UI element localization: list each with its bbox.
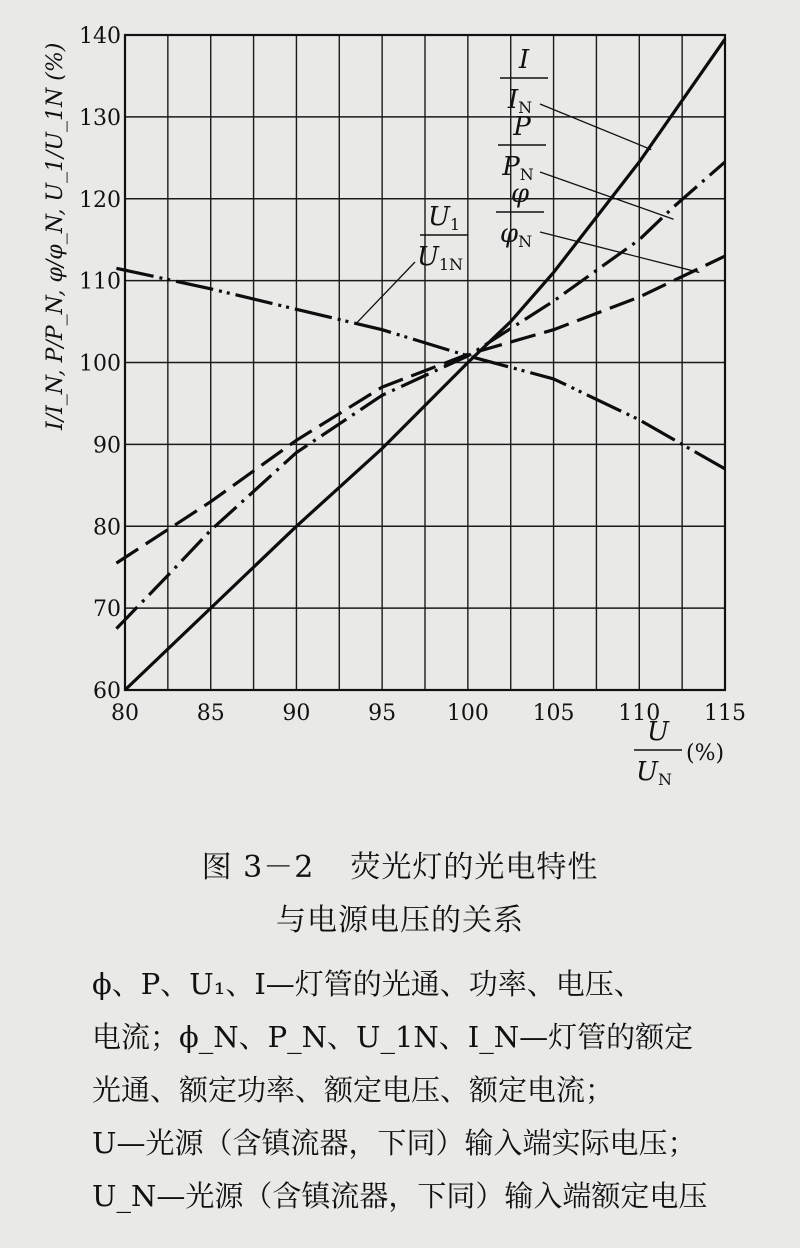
x-tick-label: 105	[532, 701, 575, 726]
x-tick-label: 95	[368, 701, 397, 726]
figure-notes	[92, 958, 772, 1223]
x-tick-label: 115	[704, 701, 746, 726]
x-tick-label: 110	[618, 701, 661, 726]
x-label-denominator: UN	[636, 757, 672, 789]
figure-title-line1: 荧光灯的光电特性	[350, 850, 599, 885]
leader-line	[540, 104, 651, 150]
leader-line	[356, 262, 415, 323]
note-line-5: U_N—光源（含镇流器，下同）输入端额定电压	[92, 1179, 708, 1213]
y-tick-label: 70	[93, 597, 121, 623]
note-line-3: 光通、额定功率、额定电压、额定电流；	[92, 1073, 615, 1107]
figure-caption-line2	[0, 895, 800, 939]
note-line-2: 电流；ϕ_N、P_N、U_1N、I_N—灯管的额定	[92, 1020, 694, 1054]
label-p-ratio	[498, 112, 546, 184]
leader-line	[540, 172, 674, 219]
y-tick-label: 110	[79, 269, 121, 295]
y-tick-label: 60	[93, 679, 121, 704]
y-tick-label: 100	[79, 351, 121, 377]
note-line-1: ϕ、P、U₁、I—灯管的光通、功率、电压、	[92, 967, 643, 1001]
x-label-numerator: U	[647, 717, 669, 747]
label-numerator: U1	[427, 202, 461, 234]
x-tick-label: 80	[111, 701, 139, 726]
y-tick-label: 90	[93, 433, 121, 459]
x-label-unit: (%)	[686, 741, 725, 766]
curve-p-ratio	[116, 162, 725, 629]
y-tick-label: 140	[79, 24, 121, 49]
x-tick-label: 100	[446, 701, 489, 726]
leader-line	[540, 232, 699, 272]
x-tick-label: 85	[196, 701, 225, 726]
figure-number: 图 3－2	[201, 850, 315, 885]
y-axis-label	[43, 43, 68, 431]
y-tick-label: 80	[93, 515, 121, 541]
label-denominator: U1N	[416, 242, 464, 274]
x-tick-label: 90	[282, 701, 311, 726]
curve-labels	[417, 45, 548, 274]
label-denominator: φN	[499, 219, 533, 251]
y-tick-label: 130	[79, 105, 121, 131]
label-numerator: P	[513, 112, 531, 142]
figure-title-line2: 与电源电压的关系	[276, 903, 524, 938]
label-i-ratio	[500, 45, 548, 117]
label-numerator: φ	[510, 179, 530, 209]
note-line-4: U—光源（含镇流器，下同）输入端实际电压；	[92, 1126, 697, 1160]
curves	[116, 39, 725, 690]
grid	[125, 35, 725, 690]
y-label-text: I/I_N, P/P_N, φ/φ_N, U_1/U_1N (%)	[43, 42, 68, 430]
axis-labels	[43, 43, 724, 789]
label-phi-ratio	[496, 179, 544, 251]
y-tick-label: 120	[79, 187, 121, 213]
label-denominator: IN	[507, 85, 533, 117]
label-numerator: I	[518, 45, 530, 75]
label-denominator: PN	[502, 152, 534, 184]
figure-caption-line1	[0, 842, 800, 886]
x-axis-label	[634, 717, 724, 789]
